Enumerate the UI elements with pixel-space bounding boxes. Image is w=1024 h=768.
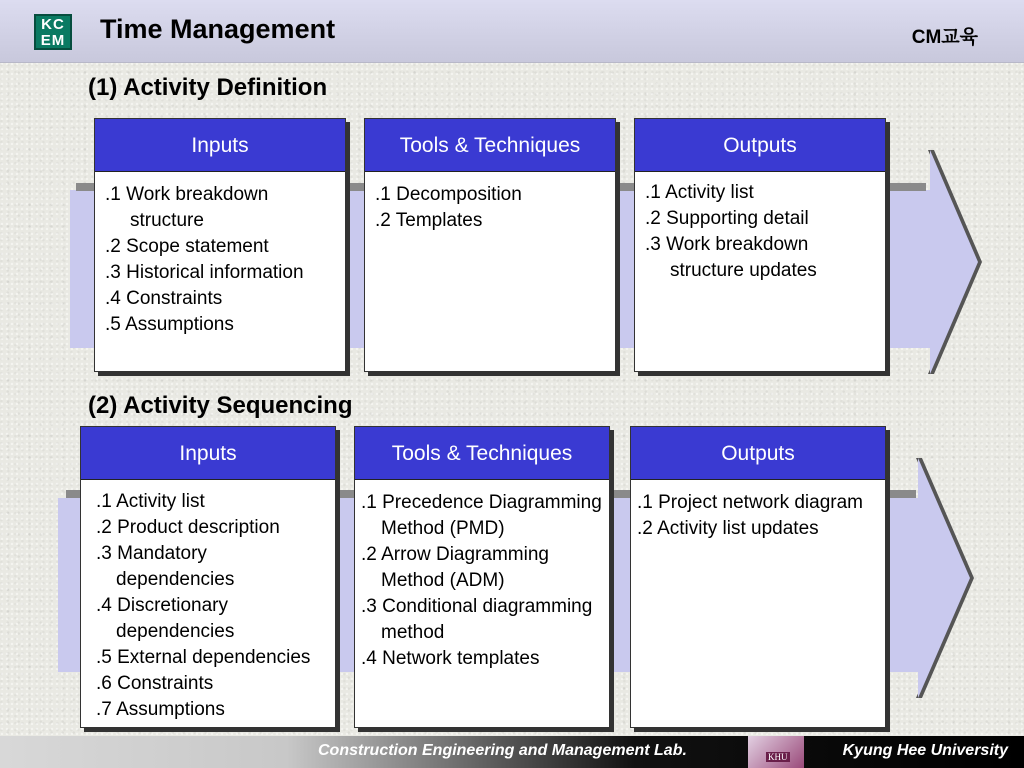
list-item: .2 Supporting detail: [645, 208, 809, 229]
s1-inputs-heading: Inputs: [95, 119, 345, 172]
s2-tools-list: [355, 480, 609, 672]
list-item: .1 Activity list: [645, 182, 754, 203]
section2-title: (2) Activity Sequencing: [88, 392, 353, 419]
list-item: .2 Scope statement: [105, 236, 269, 257]
list-item: .1 Work breakdown structure: [105, 184, 269, 231]
footer-lab-name: Construction Engineering and Management Lab.: [318, 742, 687, 759]
list-item: .2 Arrow Diagramming Method (ADM): [361, 544, 549, 591]
list-item: .4 Discretionary dependencies: [96, 595, 235, 642]
list-item: .3 Work breakdown structure updates: [645, 234, 817, 281]
s2-tools-heading: Tools & Techniques: [355, 427, 609, 480]
list-item: .1 Activity list: [96, 491, 205, 512]
list-item: .3 Mandatory dependencies: [96, 543, 235, 590]
logo-line2: EM: [40, 32, 66, 49]
list-item: .7 Assumptions: [96, 699, 225, 720]
footer-university: Kyung Hee University: [842, 742, 1008, 759]
list-item: .2 Product description: [96, 517, 280, 538]
list-item: .3 Conditional diagramming method: [361, 596, 593, 643]
s2-inputs-heading: Inputs: [81, 427, 335, 480]
khu-logo-text: KHU: [768, 752, 788, 762]
list-item: .4 Network templates: [361, 648, 540, 669]
list-item: .2 Activity list updates: [637, 518, 819, 539]
footer-bar: [0, 736, 1024, 768]
s2-outputs-heading: Outputs: [631, 427, 885, 480]
s2-outputs-list: [631, 480, 885, 542]
list-item: .5 External dependencies: [96, 647, 311, 668]
s1-outputs-heading: Outputs: [635, 119, 885, 172]
list-item: .5 Assumptions: [105, 314, 234, 335]
page-title: Time Management: [100, 14, 336, 44]
s2-outputs-box: [630, 426, 886, 728]
list-item: .3 Historical information: [105, 262, 304, 283]
s2-inputs-list: [81, 480, 335, 723]
list-item: .1 Project network diagram: [637, 492, 863, 513]
list-item: .2 Templates: [375, 210, 483, 231]
logo-line1: KC: [41, 16, 65, 33]
list-item: .4 Constraints: [105, 288, 223, 309]
s2-inputs-box: [80, 426, 336, 728]
list-item: .1 Precedence Diagramming Method (PMD): [361, 492, 602, 539]
list-item: .6 Constraints: [96, 673, 214, 694]
s1-tools-heading: Tools & Techniques: [365, 119, 615, 172]
list-item: .1 Decomposition: [375, 184, 522, 205]
s2-tools-box: [354, 426, 610, 728]
section1-title: (1) Activity Definition: [88, 74, 328, 101]
header-tag: CM교육: [911, 27, 978, 48]
khu-logo: [748, 736, 804, 768]
